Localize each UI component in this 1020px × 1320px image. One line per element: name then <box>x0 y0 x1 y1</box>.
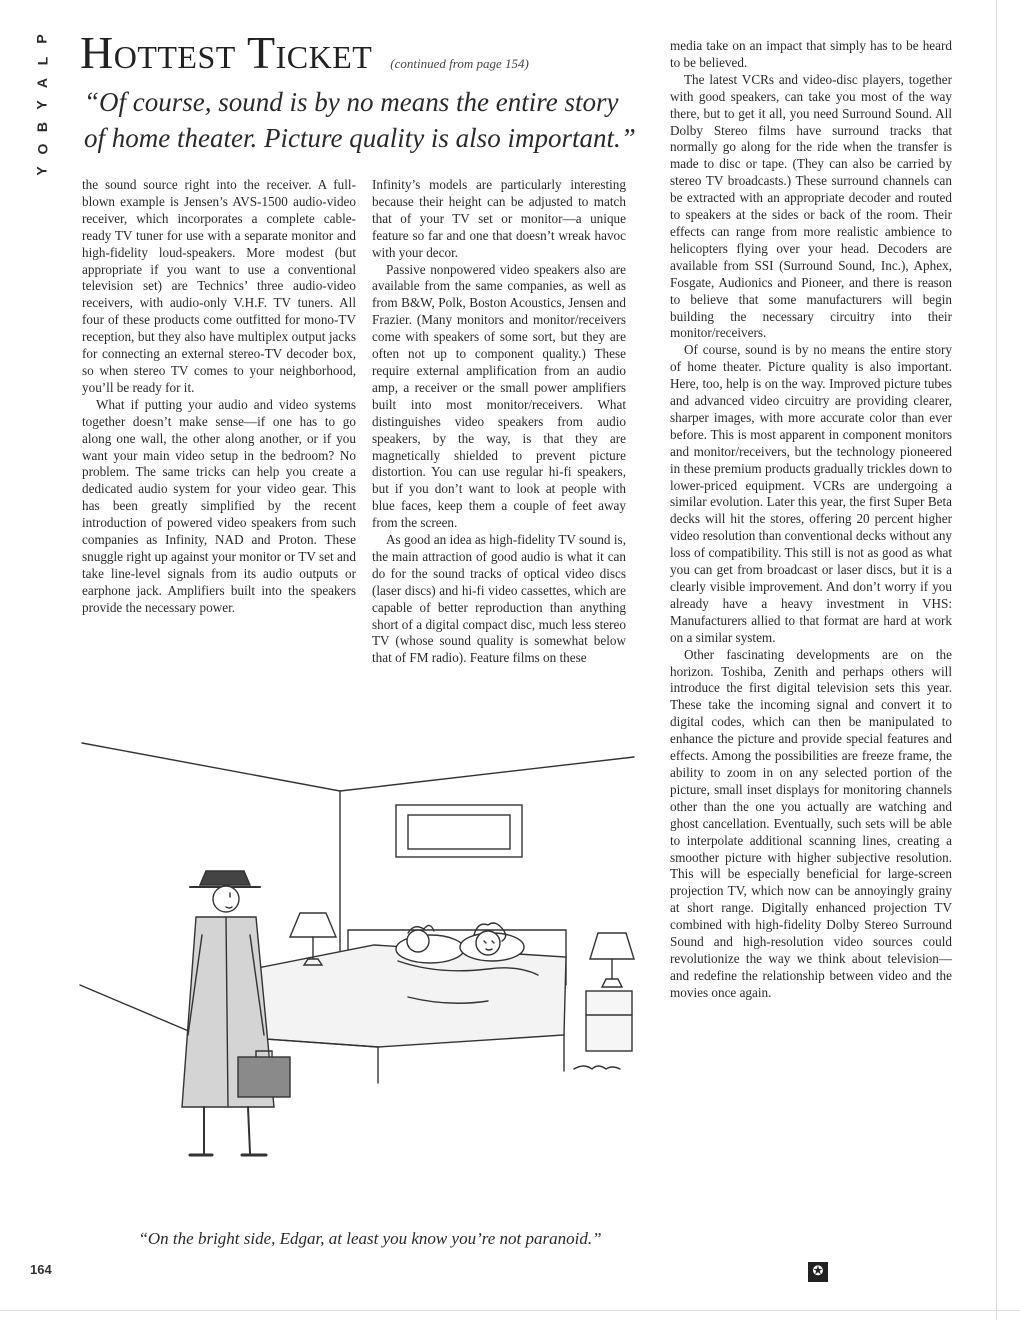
article-title: Hottest Ticket <box>80 27 373 78</box>
brand-letter: P <box>34 34 50 44</box>
text-column-3 <box>670 38 952 1002</box>
brand-letter: Y <box>34 100 50 110</box>
brand-letter: O <box>33 143 50 155</box>
text-column-2 <box>372 177 626 667</box>
playboy-bunny-icon: ✪ <box>808 1262 828 1282</box>
text-column-1 <box>82 177 356 617</box>
page-edge-bottom <box>0 1310 1020 1311</box>
paragraph: The latest VCRs and video-disc players, together with good speakers, can take you most of the way there, but to get it all, you need Surround Sound. All Dolby Stereo films have surround tracks that normally go along for the ride when the transfer is made to disc or tape. (They can also be carried by stereo TV broadcasts.) These surround channels can be extracted with an appropriate decoder and routed to speakers at the sides or back of the room. Their effects can range from more realistic ambience to helicopters flying over your head. Decoders are available from SSI (Surround Sound, Inc.), Aphex, Fosgate, Audionics and Pioneer, and there is reason to believe that some manufacturers will begin building the necessary circuitry into their monitor/receivers. <box>670 71 952 341</box>
brand-letter: L <box>34 56 50 66</box>
paragraph: Other fascinating developments are on the horizon. Toshiba, Zenith and perhaps others will introduce the first digital television sets this year. These take the incoming signal and convert it to digital codes, which can then be manipulated to enhance the picture and provide special features and effects. Among the possibilities are freeze frame, the ability to zoom in on any selected portion of the picture, small inset displays for monitoring channels other than the one you actually are watching and ghost cancellation. Eventually, such sets will be able to interpolate additional scanning lines, creating a smoother picture with higher subjective resolution. This will be especially beneficial for large-screen projection TV, which now can be annoyingly grainy at short range. Digitally enhanced projection TV combined with high-fidelity Dolby Stereo Surround Sound and high-resolution video sources could revolutionize the way we think about television—and redefine the relationship between video and the movies once again. <box>670 646 952 1000</box>
article-header <box>80 27 640 80</box>
paragraph: As good an idea as high-fidelity TV sound is, the main attraction of good audio is what it can do for the sound tracks of optical video discs (laser discs) and hi-fi video cassettes, which are capable of better reproduction than anything short of a digital compact disc, much less stereo TV (whose sound quality is somewhat below that of FM radio). Feature films on these <box>372 532 626 666</box>
brand-letter: Y <box>34 166 50 176</box>
pull-quote: “Of course, sound is by no means the entire story of home theater. Picture quality is also important.” <box>84 87 636 153</box>
paragraph: the sound source right into the receiver. A full-blown example is Jensen’s AVS-1500 audio-video receiver, which incorporates a complete cable-ready TV tuner for use with a separate monitor and high-fidelity loud-speakers. More modest (but appropriate if you want to use a conventional television set) are Technics’ three audio-video receivers, with audio-only V.H.F. TV tuners. All four of these products come outfitted for mono-TV reception, but they also have multiplex output jacks for connecting an external stereo-TV decoder box, so when stereo TV comes to your neighborhood, you’ll be ready for it. <box>82 177 356 395</box>
paragraph: Of course, sound is by no means the entire story of home theater. Picture quality is also important. Here, too, help is on the way. Improved picture tubes and advanced video circuitry are providing clearer, sharper images, with more accurate color than ever before. This is most apparent in component monitors and monitor/receivers, but the technology pioneered in these premium products gradually trickles down to lower-priced equipment. VCRs are undergoing a similar evolution. Later this year, the first Super Beta decks will hit the stores, offering 20 percent higher video resolution than conventional decks without any loss of compatibility. This still is not as good as what you can get from broadcast or laser discs, but it is a clearly visible improvement. And don’t worry if you already have a heavy investment in VHS: Manufacturers allied to that format are hard at work on a similar system. <box>670 342 953 645</box>
paragraph: media take on an impact that simply has to be heard to be believed. <box>670 38 952 70</box>
continued-note: (continued from page 154) <box>390 56 529 71</box>
cartoon-illustration <box>78 735 638 1227</box>
vertical-brand-label <box>30 28 54 182</box>
paragraph: Passive nonpowered video speakers also are available from the same companies, as well as from B&W, Polk, Boston Acoustics, Jensen and Frazier. (Many monitors and monitor/receivers come with speakers of some sort, but they are often not up to component quality.) These require external amplification from an audio amp, a receiver or the small power amplifiers built into most monitor/receivers. What distinguishes video speakers from audio speakers, by the way, is that they are magnetically shielded to prevent picture distortion. You can use regular hi-fi speakers, but if you don’t want to look at people with blue faces, keep them a couple of feet away from the screen. <box>372 261 626 531</box>
page-number: 164 <box>30 1262 52 1277</box>
paragraph: Infinity’s models are particularly interesting because their height can be adjusted to match that of your TV set or monitor—a unique feature so far and one that doesn’t wreak havoc with your decor. <box>372 177 626 260</box>
brand-letter: B <box>34 121 50 133</box>
page-edge <box>996 0 997 1320</box>
brand-letter: A <box>34 77 50 89</box>
paragraph: What if putting your audio and video systems together doesn’t make sense—if one has to go along one wall, the other along another, or if you want your main video setup in the bedroom? No problem. The same tricks can help you create a dedicated audio system for your video gear. This has been greatly simplified by the recent introduction of powered video speakers from such companies as Infinity, NAD and Proton. These snuggle right up against your monitor or TV set and take line-level signals from its audio outputs or earphone jack. Amplifiers built into the speakers provide the necessary power. <box>82 396 356 615</box>
cartoon-caption: “On the bright side, Edgar, at least you know you’re not paranoid.” <box>138 1229 602 1248</box>
